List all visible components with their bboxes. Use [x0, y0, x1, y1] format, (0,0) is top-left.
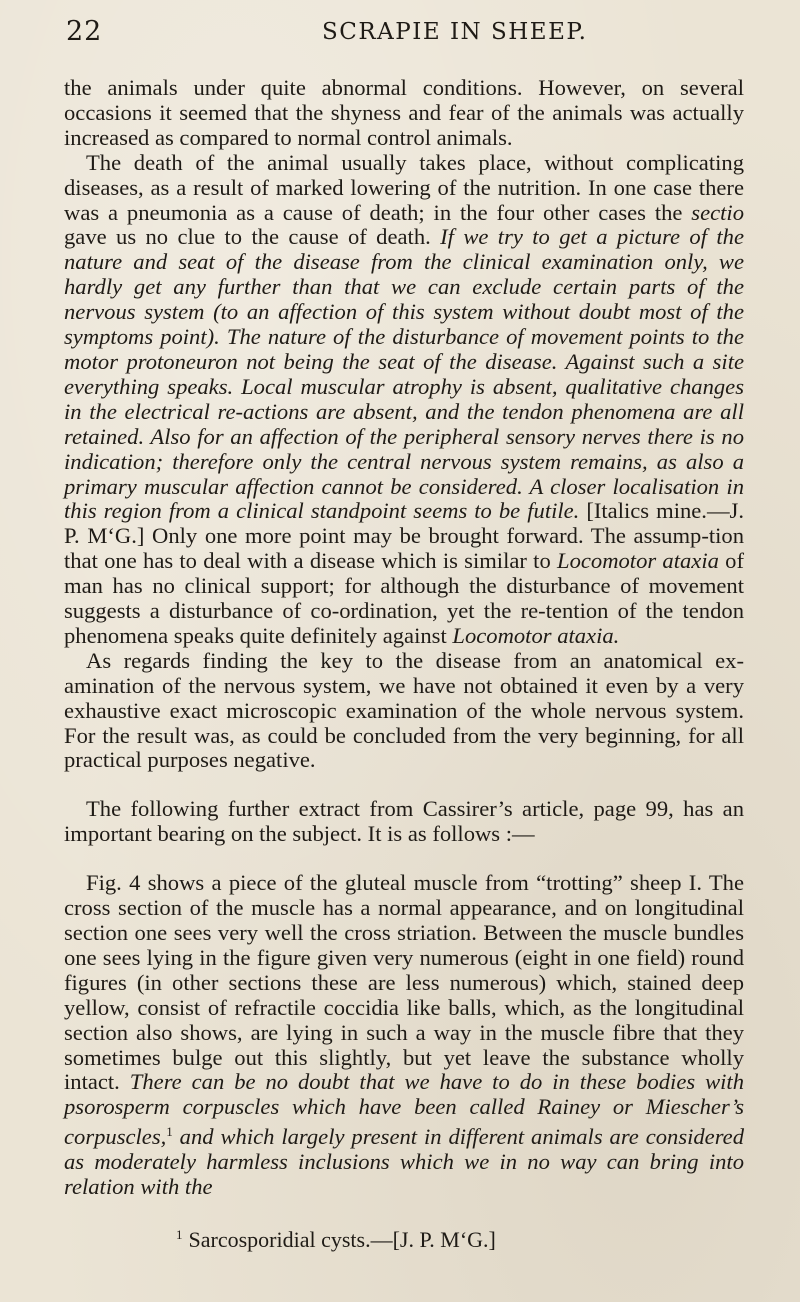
- italic-term-sectio: sectio: [691, 199, 744, 225]
- body-text: [64, 76, 744, 1200]
- running-title: SCRAPIE IN SHEEP.: [322, 19, 588, 45]
- editorial-note: [Italics mine.—J. P. M‘G.] Only one more point may be brought forward. The assump-tion that one has to deal with a disease which is similar to: [64, 498, 744, 574]
- footnote-reference: 1: [166, 1124, 173, 1140]
- italic-text-run: There can be no doubt that we have to do in these bodies with psorosperm corpuscles which have been called Rainey or Miescher’s corpuscles,: [64, 1069, 745, 1150]
- footnote-text: Sarcosporidial cysts.—[J. P. M‘G.]: [188, 1226, 496, 1252]
- paragraph-cassirer-extract-intro: The following further extract from Cassirer’s article, page 99, has an important bearing on the subject. It is as follows :—: [64, 796, 744, 847]
- italic-quoted-passage: If we try to get a picture of the nature and seat of the disease from the clinical examination only, we hardly get any further than that we can exclude certain parts of the nervous system (to an affection of this system without doubt most of the symptoms point). The nature of the disturbance of movement points to the motor protoneuron not being the seat of the disease. Against such a site everything speaks. Local muscular atrophy is absent, qualitative changes in the electrical re-actions are absent, and the tendon phenomena are all retained. Also for an affection of the peripheral sensory nerves there is no indication; therefore only the central nervous system remains, as also a primary muscular affection cannot be considered. A closer localisation in this region from a clinical standpoint seems to be futile.: [64, 224, 744, 524]
- paragraph-anatomical-examination: As regards finding the key to the disease from an anatomical ex-amination of the nervous system, we have not obtained it even by a very exhaustive exact microscopic examination of the whole nervous system. For the result was, as could be concluded from the very beginning, for all practical purposes negative.: [64, 647, 744, 773]
- footnote-marker: 1: [176, 1226, 183, 1242]
- running-head: [64, 16, 744, 46]
- section-gap: [64, 847, 744, 871]
- paragraph-fig-4-description: [64, 871, 744, 1200]
- footnote: [64, 1222, 744, 1253]
- text-run: of man has no clinical support; for although the disturbance of movement suggests a disturbance of co-ordination, yet the re-tention of the tendon phenomena speaks quite definitely against: [64, 548, 744, 648]
- section-gap: [64, 773, 744, 797]
- italic-term-locomotor-ataxia: Locomotor ataxia.: [452, 622, 620, 648]
- italic-term-locomotor-ataxia: Locomotor ataxia: [557, 548, 719, 574]
- text-run: Fig. 4 shows a piece of the gluteal muscle from “trotting” sheep I. The cross section of the muscle has a normal appearance, and on longitudinal section one sees very well the cross striation. Between the muscle bundles one sees lying in the figure given very numerous (eight in one field) round figures (in other sections these are less numerous) which, stained deep yellow, consist of refractile coccidia like balls, which, as the longitudinal section also shows, are lying in such a way in the muscle fibre that they sometimes bulge out this slightly, but yet leave the substance wholly intact.: [64, 870, 744, 1095]
- text-run: gave us no clue to the cause of death.: [64, 224, 441, 250]
- text-run: The death of the animal usually takes place, without complicating diseases, as a result of marked lowering of the nutrition. In one case there was a pneumonia as a cause of death; in the four other cases the: [64, 149, 744, 225]
- page-number: 22: [66, 16, 103, 47]
- paragraph-death-of-animal: [64, 151, 744, 649]
- italic-text-run: and which largely present in different animals are considered as moderately harmless inclusions which we in no way can bring into relation with the: [64, 1124, 744, 1200]
- paragraph-continuation: the animals under quite abnormal conditions. However, on several occasions it seemed that the shyness and fear of the animals was actually increased as compared to normal control animals.: [64, 75, 744, 150]
